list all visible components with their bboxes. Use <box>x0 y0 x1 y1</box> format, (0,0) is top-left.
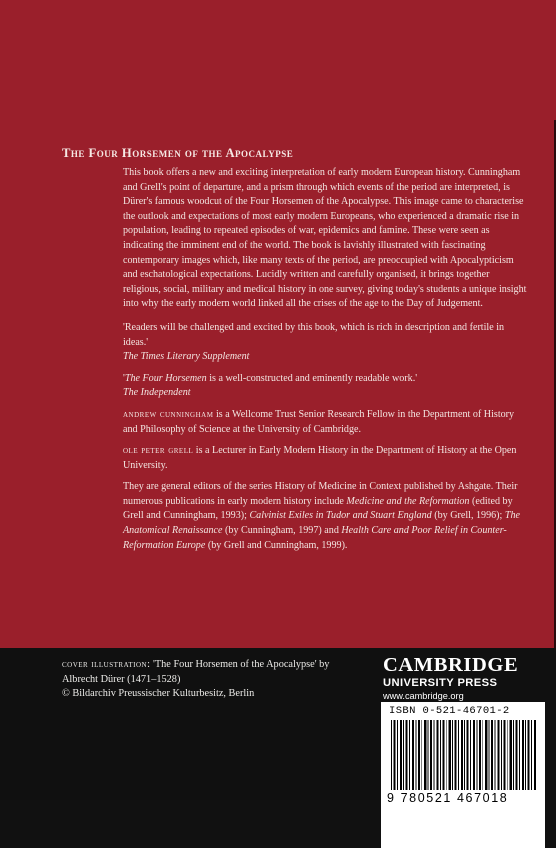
editors-text-1: They are general editors of the series History of Medicine in Context published by Ashgate. Their numerous publications in early modern history include <box>123 481 518 507</box>
review-quote-2-title: The Four Horsemen <box>124 372 207 384</box>
description-area <box>123 166 527 560</box>
black-footer-panel <box>0 648 556 805</box>
barcode-digits: 9 780521 467018 <box>387 791 509 805</box>
author-bio-1 <box>123 408 527 437</box>
blurb-paragraph: This book offers a new and exciting interpretation of early modern European history. Cunningham and Grell's point of departure, and a prism through which events of the period are interpreted, is Dürer's famous woodcut of the Four Horsemen of the Apocalypse. This image came to characterise the outlook and expectations of most early modern Europeans, who experienced a dramatic rise in population, leading to repeated episodes of war, epidemics and famine. These were seen as indicating the imminent end of the world. The book is lavishly illustrated with fascinating contemporary images which, like many texts of the period, are preoccupied with Apocalypticism and eschatological expectations. Lucidly written and carefully organised, it brings together religious, social, military and medical history in one survey, giving today's students a unique insight into why the early modern world linked all the crises of the age to the Day of Judgement. <box>123 167 527 310</box>
editors-text-2: (edited by Grell and Cunningham, 1993); <box>123 495 513 522</box>
publisher-name: CAMBRIDGE <box>383 654 519 676</box>
barcode-panel <box>381 702 545 848</box>
book-title: The Four Horsemen of the Apocalypse <box>62 146 294 160</box>
editors-text-3: (by Grell, 1996); <box>431 510 505 522</box>
editors-text-5: (by Grell and Cunningham, 1999). <box>205 539 348 551</box>
barcode-bars <box>391 720 537 790</box>
author-bio-1-text: is a Wellcome Trust Senior Research Fellow in the Department of History and Philosophy of Science at the University of Cambridge. <box>123 408 515 435</box>
book-ref-2: Calvinist Exiles in Tudor and Stuart England <box>249 510 432 522</box>
publisher-url: www.cambridge.org <box>383 691 464 701</box>
book-ref-3: The Anatomical Renaissance <box>123 510 521 537</box>
cover-illustration-line1: 'The Four Horsemen of the Apocalypse' by Albrecht Dürer (1471–1528) <box>62 659 330 685</box>
review-quote-1-text: 'Readers will be challenged and excited by this book, which is rich in description and fertile in ideas.' <box>123 321 505 348</box>
cover-illustration-credit <box>62 658 352 702</box>
book-ref-4: Health Care and Poor Relief in Counter-Reformation Europe <box>123 525 507 551</box>
book-ref-1: Medicine and the Reformation <box>346 495 470 507</box>
cover-illustration-line2: © Bildarchiv Preussischer Kulturbesitz, Berlin <box>62 688 255 700</box>
review-quote-2-source: The Independent <box>123 387 191 399</box>
cover-illustration-label: cover illustration: <box>62 659 151 670</box>
review-quote-1-source: The Times Literary Supplement <box>123 351 250 363</box>
publisher-logo <box>383 654 553 702</box>
publisher-sub: UNIVERSITY PRESS <box>383 677 498 689</box>
review-quote-2 <box>123 372 527 401</box>
author-name-1: andrew cunningham <box>123 408 214 420</box>
editors-paragraph <box>123 480 527 553</box>
review-quote-1 <box>123 321 527 365</box>
author-name-2: ole peter grell <box>123 445 194 457</box>
review-quote-2-open: ' <box>123 372 125 384</box>
author-bio-2-text: is a Lecturer in Early Modern History in the Department of History at the Open University. <box>123 445 517 471</box>
review-quote-2-text: is a well-constructed and eminently readable work.' <box>206 372 418 384</box>
editors-text-4: (by Cunningham, 1997) and <box>222 525 342 537</box>
author-bio-2 <box>123 444 527 473</box>
isbn-text: ISBN 0-521-46701-2 <box>389 705 510 717</box>
